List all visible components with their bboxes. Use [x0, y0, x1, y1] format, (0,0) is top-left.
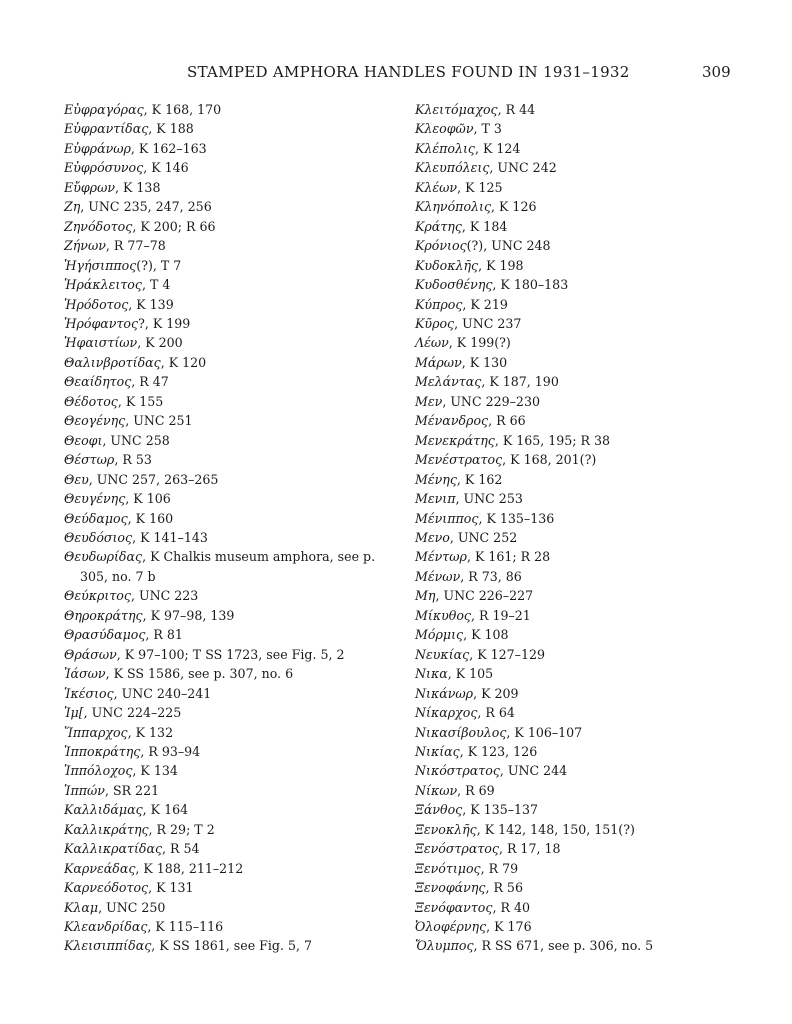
index-entry [64, 509, 389, 528]
index-entry [64, 645, 389, 664]
entry-reference: , UNC 252 [449, 529, 518, 545]
entry-name: Ὀλοφέρνης [415, 919, 487, 935]
entry-reference: , R 40 [492, 899, 530, 915]
index-entry [415, 197, 715, 216]
index-entry [64, 761, 389, 780]
entry-name: Κλέων [415, 179, 458, 195]
entry-reference: , K 168, 170 [143, 102, 222, 117]
entry-reference: , K 198 [478, 257, 524, 273]
index-entry [415, 781, 715, 800]
index-entry [64, 256, 389, 275]
entry-name: Ἰάσων [64, 666, 106, 682]
index-column-right [415, 100, 715, 956]
index-entry [415, 684, 715, 703]
entry-reference: , K 130 [461, 354, 508, 370]
entry-name: Κληνόπολις [415, 199, 492, 215]
entry-reference: , K 209 [473, 685, 519, 701]
index-entry [64, 158, 389, 177]
entry-name: Θεογένης [64, 413, 126, 429]
entry-name: Ἡφαιστίων [64, 335, 138, 351]
index-entry [64, 936, 389, 955]
index-entry [64, 295, 389, 314]
entry-name: Θευγένης [64, 491, 126, 507]
entry-reference: , UNC 251 [125, 413, 193, 429]
entry-reference: (?), T 7 [136, 257, 182, 273]
entry-reference: , R 69 [457, 782, 495, 798]
entry-reference: , R 93–94 [140, 743, 201, 759]
index-entry [64, 800, 389, 819]
index-entry [64, 431, 389, 450]
index-entry [64, 781, 389, 800]
entry-reference: , UNC 223 [130, 588, 199, 604]
index-entry [64, 314, 389, 333]
entry-reference: , K SS 1861, see Fig. 5, 7 [151, 938, 313, 954]
entry-reference: , K 106–107 [506, 724, 583, 740]
index-entry [415, 100, 715, 119]
running-title: STAMPED AMPHORA HANDLES FOUND IN 1931–1932 [187, 63, 630, 81]
index-entry [415, 645, 715, 664]
entry-name: Κυδοκλῆς [415, 257, 479, 273]
entry-name: Ἵππαρχος [64, 724, 128, 740]
entry-name: Θευδωρίδας [64, 549, 143, 565]
index-entry [415, 917, 715, 936]
entry-reference: , SR 221 [104, 782, 160, 798]
index-entry [64, 450, 389, 469]
entry-reference: , R 77–78 [105, 238, 166, 254]
entry-reference: , R 56 [485, 880, 523, 896]
entry-name: Λέων [415, 335, 449, 351]
entry-name: Νίκαρχος [415, 705, 478, 721]
entry-reference: , R 79 [480, 860, 519, 876]
entry-name: Μελάντας [415, 374, 482, 390]
entry-name: Κράτης [415, 218, 462, 234]
entry-name: Μένιππος [415, 510, 479, 526]
entry-name: Θηροκράτης [64, 607, 143, 623]
entry-reference: , R 47 [131, 374, 169, 390]
entry-reference: , R SS 671, see p. 306, no. 5 [473, 938, 654, 954]
entry-reference: , K 187, 190 [481, 374, 559, 390]
entry-reference: , K 134 [132, 763, 178, 779]
entry-name: Μη [415, 588, 436, 604]
index-entry [415, 547, 715, 566]
entry-name: Θαλινβροτίδας [64, 354, 161, 370]
entry-name: Ξάνθος [415, 802, 463, 818]
index-entry [415, 820, 715, 839]
entry-reference: , R 54 [162, 841, 200, 857]
entry-name: Ζηνόδοτος [64, 218, 133, 234]
entry-reference: , K 97–100; T SS 1723, see Fig. 5, 2 [116, 646, 345, 662]
entry-name: Νευκίας [415, 646, 470, 662]
entry-reference: , K 200; R 66 [132, 218, 216, 234]
entry-name: Θρασύδαμος [64, 627, 146, 643]
entry-name: Κλευπόλεις [415, 160, 490, 176]
index-entry [64, 859, 389, 878]
entry-name: Ζήνων [64, 238, 106, 254]
entry-name: Κλεισιππίδας [64, 938, 152, 954]
entry-name: Κλαμ [64, 899, 99, 915]
index-entry [415, 139, 715, 158]
entry-reference: , R 53 [114, 452, 152, 468]
entry-name: Κλέπολις [415, 140, 475, 156]
entry-reference: , K 162–163 [130, 140, 207, 156]
entry-name: Εὐφραντίδας [64, 121, 149, 137]
entry-name: Ζη [64, 199, 81, 215]
index-entry [64, 878, 389, 897]
entry-reference: , R 73, 86 [460, 568, 522, 584]
index-entry [64, 839, 389, 858]
index-entry [415, 859, 715, 878]
index-entry [415, 723, 715, 742]
entry-name: Θευ [64, 471, 89, 487]
entry-reference: , K 180–183 [492, 277, 569, 293]
entry-reference: , UNC 240–241 [113, 685, 212, 701]
index-entry [415, 217, 715, 236]
index-entry [64, 100, 389, 119]
entry-reference: , K 200 [137, 335, 183, 351]
entry-name: Μέντωρ [415, 549, 467, 565]
entry-name: Θεαίδητος [64, 374, 132, 390]
entry-reference: , UNC 257, 263–265 [88, 471, 219, 487]
entry-name: Θεύκριτος [64, 588, 131, 604]
entry-reference: , K 97–98, 139 [142, 607, 235, 623]
index-entry [415, 275, 715, 294]
entry-reference: ?, K 199 [138, 315, 191, 331]
index-entry [64, 723, 389, 742]
index-entry [415, 839, 715, 858]
entry-reference: , K 162 [456, 471, 503, 487]
entry-reference: , T 4 [141, 277, 171, 293]
entry-reference: , K 120 [160, 354, 207, 370]
entry-reference: , K 123, 126 [459, 743, 538, 759]
entry-name: Μενέστρατος [415, 452, 503, 468]
index-entry [415, 567, 715, 586]
index-entry [415, 119, 715, 138]
index-entry [64, 684, 389, 703]
entry-reference: , K 105 [447, 666, 494, 682]
entry-reference: , K 165, 195; R 38 [494, 432, 611, 448]
entry-reference: , K 135–137 [462, 802, 539, 818]
entry-name: Θράσων [64, 646, 117, 662]
entry-reference: , K 188, 211–212 [135, 860, 244, 876]
index-entry [415, 625, 715, 644]
index-entry [415, 314, 715, 333]
entry-reference: , UNC 235, 247, 256 [80, 199, 212, 215]
entry-reference: , K 176 [486, 919, 532, 935]
index-entry [415, 878, 715, 897]
index-entry [415, 509, 715, 528]
index-entry [415, 800, 715, 819]
entry-name: Ξενοκλῆς [415, 821, 477, 837]
index-entry [64, 606, 389, 625]
entry-reference: , R 44 [497, 102, 536, 117]
entry-name: Μίκυθος [415, 607, 471, 623]
index-entry [415, 450, 715, 469]
entry-name: Ξενόφαντος [415, 899, 493, 915]
index-entry [64, 333, 389, 352]
index-entry [415, 236, 715, 255]
entry-name: Καλλιδάμας [64, 802, 143, 818]
entry-name: Ξενότιμος [415, 860, 481, 876]
entry-name: Κλεοφῶν [415, 121, 474, 137]
entry-reference: , R 81 [145, 627, 183, 643]
index-entry [64, 625, 389, 644]
index-entry [415, 158, 715, 177]
index-entry [415, 489, 715, 508]
entry-reference: , K 199(?) [448, 335, 511, 351]
entry-name: Κλεανδρίδας [64, 919, 148, 935]
entry-name: Ὄλυμπος [415, 938, 474, 954]
index-entry [64, 742, 389, 761]
entry-reference: , K 126 [491, 199, 537, 215]
index-entry [64, 139, 389, 158]
entry-name: Νικα [415, 666, 448, 682]
entry-name: Ἱπποκράτης [64, 743, 141, 759]
entry-name: Μένανδρος [415, 413, 489, 429]
index-entry [415, 333, 715, 352]
index-entry [415, 586, 715, 605]
index-entry [415, 528, 715, 547]
index-entry [415, 295, 715, 314]
index-entry [415, 372, 715, 391]
page-header [0, 63, 792, 85]
index-entry [64, 178, 389, 197]
entry-name: Μένων [415, 568, 461, 584]
entry-name: Νικόστρατος [415, 763, 500, 779]
entry-name: Κρόνιος [415, 238, 467, 254]
index-entry [415, 178, 715, 197]
index-column-left [64, 100, 389, 956]
entry-reference: , UNC 244 [499, 763, 568, 779]
index-entry [64, 547, 389, 586]
entry-reference: , K 161; R 28 [466, 549, 551, 565]
entry-reference: , K 184 [461, 218, 508, 234]
entry-name: Μάρων [415, 354, 462, 370]
entry-name: Εὔφρων [64, 179, 115, 195]
entry-name: Εὐφραγόρας [64, 102, 144, 117]
entry-reference: , K 108 [463, 627, 509, 643]
index-entry [64, 820, 389, 839]
entry-reference: , K 142, 148, 150, 151(?) [476, 821, 635, 837]
entry-reference: , K 125 [457, 179, 503, 195]
index-entry [415, 431, 715, 450]
entry-name: Μένης [415, 471, 457, 487]
entry-reference: , K 219 [462, 296, 508, 312]
index-entry [64, 586, 389, 605]
index-entry [415, 898, 715, 917]
entry-reference: , UNC 224–225 [83, 705, 182, 721]
entry-name: Εὐφρόσυνος [64, 160, 144, 176]
entry-reference: , K 139 [128, 296, 174, 312]
index-entry [415, 761, 715, 780]
entry-name: Ἡγήσιππος [64, 257, 137, 273]
index-entry [64, 275, 389, 294]
entry-reference: , K 131 [148, 880, 194, 896]
entry-name: Θεύδαμος [64, 510, 128, 526]
entry-name: Ξενόστρατος [415, 841, 499, 857]
entry-reference: , K SS 1586, see p. 307, no. 6 [105, 666, 294, 682]
entry-reference: , R 17, 18 [498, 841, 561, 857]
entry-name: Ἡρόφαντος [64, 315, 139, 331]
entry-reference: , K Chalkis museum amphora, see p. 305, no. 7 b [80, 549, 376, 584]
entry-reference: , UNC 226–227 [435, 588, 534, 604]
entry-reference: , K 188 [148, 121, 194, 137]
entry-name: Καρνεάδας [64, 860, 136, 876]
page-number: 309 [702, 63, 731, 81]
index-entry [415, 411, 715, 430]
entry-reference: , UNC 229–230 [442, 393, 540, 409]
index-entry [64, 119, 389, 138]
index-entry [64, 664, 389, 683]
entry-reference: , K 160 [127, 510, 174, 526]
entry-reference: , K 127–129 [469, 646, 545, 662]
entry-reference: , R 19–21 [470, 607, 531, 623]
index-entry [415, 742, 715, 761]
index-entry [415, 392, 715, 411]
index-entry [64, 411, 389, 430]
entry-name: Κύπρος [415, 296, 463, 312]
index-entry [64, 217, 389, 236]
entry-name: Θέδοτος [64, 393, 118, 409]
entry-reference: , K 155 [117, 393, 164, 409]
index-entry [415, 470, 715, 489]
entry-reference: , T 3 [473, 121, 502, 137]
entry-name: Ξενοφάνης [415, 880, 486, 896]
entry-name: Κλειτόμαχος [415, 102, 498, 117]
entry-reference: , K 115–116 [147, 919, 224, 935]
entry-name: Μόρμις [415, 627, 464, 643]
index-entry [415, 664, 715, 683]
index-entry [64, 470, 389, 489]
entry-name: Καρνεόδοτος [64, 880, 149, 896]
entry-name: Νίκων [415, 782, 458, 798]
entry-reference: , R 66 [488, 413, 526, 429]
entry-name: Ἱππόλοχος [64, 763, 133, 779]
entry-reference: , UNC 253 [455, 491, 523, 507]
entry-reference: , R 64 [477, 705, 515, 721]
entry-name: Μενιπ [415, 491, 456, 507]
index-entry [64, 236, 389, 255]
index-entry [64, 197, 389, 216]
entry-name: Ἱκέσιος [64, 685, 114, 701]
entry-name: Ἰμ[ [64, 705, 84, 721]
entry-name: Ἡράκλειτος [64, 277, 142, 293]
entry-reference: , K 135–136 [478, 510, 555, 526]
index-entry [64, 372, 389, 391]
index-entry [415, 703, 715, 722]
index-entry [415, 936, 715, 955]
entry-name: Εὐφράνωρ [64, 140, 131, 156]
entry-name: Μενο [415, 529, 450, 545]
entry-reference: , K 146 [143, 160, 189, 176]
entry-name: Κυδοσθένης [415, 277, 493, 293]
entry-name: Νικάνωρ [415, 685, 474, 701]
index-entry [64, 703, 389, 722]
entry-reference: , UNC 258 [102, 432, 170, 448]
entry-name: Μεν [415, 393, 443, 409]
entry-reference: , K 124 [474, 140, 521, 156]
entry-name: Θευδόσιος [64, 529, 133, 545]
index-entry [415, 606, 715, 625]
index-entry [415, 256, 715, 275]
entry-reference: , K 138 [115, 179, 161, 195]
entry-reference: , K 168, 201(?) [502, 452, 597, 468]
entry-name: Κῦρος [415, 315, 455, 331]
entry-reference: , R 29; T 2 [148, 821, 215, 837]
entry-reference: , K 132 [127, 724, 174, 740]
entry-reference: (?), UNC 248 [466, 238, 551, 254]
index-entry [64, 898, 389, 917]
index-entry [415, 353, 715, 372]
entry-name: Ἱππών [64, 782, 105, 798]
entry-reference: , UNC 250 [98, 899, 166, 915]
entry-reference: , K 141–143 [132, 529, 208, 545]
entry-name: Νικασίβουλος [415, 724, 507, 740]
entry-reference: , UNC 237 [454, 315, 522, 331]
entry-reference: , K 164 [142, 802, 189, 818]
entry-name: Μενεκράτης [415, 432, 495, 448]
entry-name: Καλλικρατίδας [64, 841, 163, 857]
entry-name: Ἡρόδοτος [64, 296, 129, 312]
index-entry [64, 528, 389, 547]
entry-name: Θέστωρ [64, 452, 115, 468]
index-entry [64, 353, 389, 372]
entry-reference: , UNC 242 [489, 160, 557, 176]
index-entry [64, 917, 389, 936]
entry-name: Καλλικράτης [64, 821, 149, 837]
entry-reference: , K 106 [125, 491, 171, 507]
entry-name: Θεοφι [64, 432, 103, 448]
entry-name: Νικίας [415, 743, 460, 759]
index-entry [64, 392, 389, 411]
index-entry [64, 489, 389, 508]
